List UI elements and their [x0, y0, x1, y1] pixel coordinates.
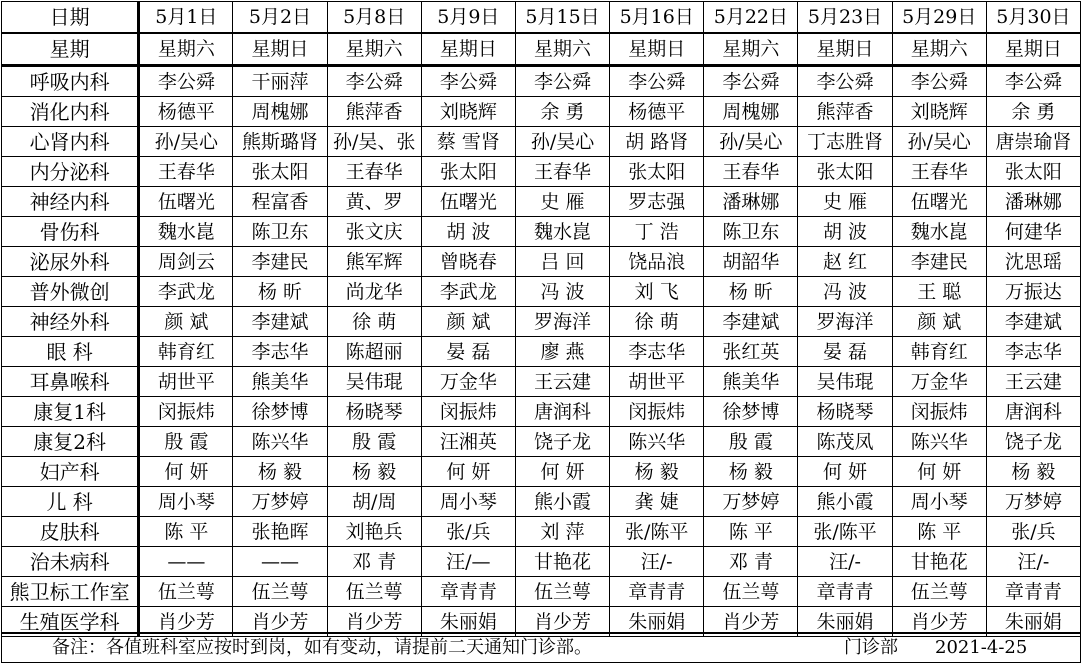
doctor-cell: 吴伟琨 [798, 367, 892, 397]
doctor-cell: 邓 青 [704, 547, 798, 577]
doctor-cell: 饶子龙 [515, 427, 609, 457]
weekday-cell: 星期日 [610, 33, 704, 66]
department-name: 神经外科 [2, 307, 139, 337]
doctor-cell: 李公舜 [139, 66, 233, 97]
doctor-cell: 陈兴华 [233, 427, 327, 457]
doctor-cell: 汪/- [986, 547, 1080, 577]
doctor-cell: 朱丽娟 [986, 607, 1080, 637]
doctor-cell: 张/兵 [421, 517, 515, 547]
doctor-cell: 李志华 [986, 337, 1080, 367]
doctor-cell: 胡/周 [327, 487, 421, 517]
table-row [2, 337, 1081, 367]
table-row [2, 66, 1081, 97]
doctor-cell: 干丽萍 [233, 66, 327, 97]
doctor-cell: 颜 斌 [139, 307, 233, 337]
doctor-cell: 晏 磊 [798, 337, 892, 367]
doctor-cell: 肖少芳 [327, 607, 421, 637]
doctor-cell: 伍兰萼 [515, 577, 609, 607]
doctor-cell: 陈 平 [704, 517, 798, 547]
weekday-cell: 星期六 [704, 33, 798, 66]
doctor-cell: 杨 昕 [233, 277, 327, 307]
doctor-cell: 何 妍 [139, 457, 233, 487]
date-cell: 5月2日 [233, 2, 327, 34]
doctor-cell: 伍曙光 [139, 187, 233, 217]
doctor-cell: 尚龙华 [327, 277, 421, 307]
doctor-cell: 刘 飞 [610, 277, 704, 307]
doctor-cell: 史 雁 [515, 187, 609, 217]
weekday-cell: 星期日 [798, 33, 892, 66]
doctor-cell: 闵振炜 [610, 397, 704, 427]
table-row [2, 547, 1081, 577]
date-cell: 5月15日 [515, 2, 609, 34]
doctor-cell: 杨 毅 [704, 457, 798, 487]
doctor-cell: 唐润科 [515, 397, 609, 427]
doctor-cell: 陈 平 [892, 517, 986, 547]
doctor-cell: 张/陈平 [798, 517, 892, 547]
doctor-cell: 章青青 [610, 577, 704, 607]
doctor-cell: 李公舜 [515, 66, 609, 97]
doctor-cell: 孙/吴、张 [327, 127, 421, 157]
doctor-cell: 张红英 [704, 337, 798, 367]
weekday-cell: 星期六 [327, 33, 421, 66]
doctor-cell: 杨 昕 [704, 277, 798, 307]
doctor-cell: —— [233, 547, 327, 577]
table-row [2, 97, 1081, 127]
department-name: 康复1科 [2, 397, 139, 427]
weekday-cell: 星期日 [233, 33, 327, 66]
footer-date: 2021-4-25 [935, 637, 1028, 658]
doctor-cell: 朱丽娟 [798, 607, 892, 637]
doctor-cell: 唐崇瑜肾 [986, 127, 1080, 157]
doctor-cell: 徐 萌 [327, 307, 421, 337]
doctor-cell: 李建斌 [704, 307, 798, 337]
doctor-cell: 王云建 [515, 367, 609, 397]
doctor-cell: 熊萍香 [327, 97, 421, 127]
date-cell: 5月1日 [139, 2, 233, 34]
table-row [2, 277, 1081, 307]
doctor-cell: 熊小霞 [515, 487, 609, 517]
doctor-cell: 潘琳娜 [986, 187, 1080, 217]
doctor-cell: 杨德平 [139, 97, 233, 127]
footer-bar [1, 632, 1081, 663]
doctor-cell: 韩育红 [892, 337, 986, 367]
doctor-cell: 冯 波 [798, 277, 892, 307]
doctor-cell: 肖少芳 [892, 607, 986, 637]
department-name: 泌尿外科 [2, 247, 139, 277]
table-row [2, 427, 1081, 457]
table-row [2, 307, 1081, 337]
doctor-cell: 徐 萌 [610, 307, 704, 337]
doctor-cell: 李武龙 [421, 277, 515, 307]
weekday-cell: 星期日 [421, 33, 515, 66]
doctor-cell: 赵 红 [798, 247, 892, 277]
doctor-cell: 熊军辉 [327, 247, 421, 277]
doctor-cell: 章青青 [421, 577, 515, 607]
doctor-cell: 余 勇 [515, 97, 609, 127]
doctor-cell: 魏水崑 [515, 217, 609, 247]
doctor-cell: 伍曙光 [421, 187, 515, 217]
doctor-cell: 徐梦博 [704, 397, 798, 427]
weekday-cell: 星期六 [892, 33, 986, 66]
doctor-cell: 杨 毅 [610, 457, 704, 487]
doctor-cell: 魏水崑 [139, 217, 233, 247]
doctor-cell: 周小琴 [892, 487, 986, 517]
duty-roster-table [1, 1, 1081, 637]
table-row [2, 187, 1081, 217]
department-name: 眼 科 [2, 337, 139, 367]
doctor-cell: 肖少芳 [704, 607, 798, 637]
doctor-cell: 闵振炜 [421, 397, 515, 427]
doctor-cell: 罗海洋 [515, 307, 609, 337]
department-name: 康复2科 [2, 427, 139, 457]
doctor-cell: 杨晓琴 [327, 397, 421, 427]
doctor-cell: 杨 毅 [986, 457, 1080, 487]
doctor-cell: 肖少芳 [515, 607, 609, 637]
doctor-cell: 殷 霞 [327, 427, 421, 457]
table-row [2, 217, 1081, 247]
doctor-cell: 杨德平 [610, 97, 704, 127]
doctor-cell: 程富香 [233, 187, 327, 217]
doctor-cell: 罗海洋 [798, 307, 892, 337]
doctor-cell: 章青青 [986, 577, 1080, 607]
doctor-cell: 周小琴 [139, 487, 233, 517]
doctor-cell: 孙/吴心 [515, 127, 609, 157]
doctor-cell: 李公舜 [798, 66, 892, 97]
doctor-cell: 陈兴华 [892, 427, 986, 457]
doctor-cell: 史 雁 [798, 187, 892, 217]
doctor-cell: 龚 婕 [610, 487, 704, 517]
doctor-cell: 汪/- [798, 547, 892, 577]
doctor-cell: 刘晓辉 [892, 97, 986, 127]
doctor-cell: 肖少芳 [233, 607, 327, 637]
doctor-cell: 魏水崑 [892, 217, 986, 247]
department-name: 神经内科 [2, 187, 139, 217]
table-row [2, 457, 1081, 487]
doctor-cell: 万振达 [986, 277, 1080, 307]
date-cell: 5月9日 [421, 2, 515, 34]
doctor-cell: 陈 平 [139, 517, 233, 547]
department-name: 消化内科 [2, 97, 139, 127]
doctor-cell: 陈卫东 [704, 217, 798, 247]
doctor-cell: —— [139, 547, 233, 577]
doctor-cell: 周剑云 [139, 247, 233, 277]
doctor-cell: 李公舜 [986, 66, 1080, 97]
header-date-row [2, 2, 1081, 34]
doctor-cell: 杨 毅 [233, 457, 327, 487]
doctor-cell: 曾晓春 [421, 247, 515, 277]
doctor-cell: 殷 霞 [704, 427, 798, 457]
doctor-cell: 陈茂凤 [798, 427, 892, 457]
doctor-cell: 张太阳 [233, 157, 327, 187]
doctor-cell: 张/陈平 [610, 517, 704, 547]
date-cell: 5月8日 [327, 2, 421, 34]
department-name: 呼吸内科 [2, 66, 139, 97]
doctor-cell: 韩育红 [139, 337, 233, 367]
table-row [2, 247, 1081, 277]
doctor-cell: 颜 斌 [421, 307, 515, 337]
table-row [2, 397, 1081, 427]
doctor-cell: 沈思瑶 [986, 247, 1080, 277]
doctor-cell: 万梦婷 [233, 487, 327, 517]
doctor-cell: 刘晓辉 [421, 97, 515, 127]
doctor-cell: 陈卫东 [233, 217, 327, 247]
doctor-cell: 李建斌 [986, 307, 1080, 337]
doctor-cell: 饶品浪 [610, 247, 704, 277]
doctor-cell: 张/兵 [986, 517, 1080, 547]
doctor-cell: 伍兰萼 [139, 577, 233, 607]
doctor-cell: 章青青 [798, 577, 892, 607]
doctor-cell: 伍曙光 [892, 187, 986, 217]
doctor-cell: 王春华 [139, 157, 233, 187]
doctor-cell: 胡世平 [139, 367, 233, 397]
table-row [2, 157, 1081, 187]
doctor-cell: 罗志强 [610, 187, 704, 217]
doctor-cell: 胡 波 [421, 217, 515, 247]
table-row [2, 367, 1081, 397]
weekday-cell: 星期六 [139, 33, 233, 66]
doctor-cell: 伍兰萼 [704, 577, 798, 607]
doctor-cell: 汪/- [610, 547, 704, 577]
doctor-cell: 李公舜 [610, 66, 704, 97]
doctor-cell: 胡世平 [610, 367, 704, 397]
table-row [2, 577, 1081, 607]
doctor-cell: 伍兰萼 [233, 577, 327, 607]
doctor-cell: 何 妍 [892, 457, 986, 487]
doctor-cell: 肖少芳 [139, 607, 233, 637]
doctor-cell: 余 勇 [986, 97, 1080, 127]
doctor-cell: 邓 青 [327, 547, 421, 577]
doctor-cell: 杨 毅 [327, 457, 421, 487]
doctor-cell: 何建华 [986, 217, 1080, 247]
doctor-cell: 胡 波 [798, 217, 892, 247]
doctor-cell: 丁志胜肾 [798, 127, 892, 157]
doctor-cell: 刘 萍 [515, 517, 609, 547]
doctor-cell: 何 妍 [798, 457, 892, 487]
date-cell: 5月29日 [892, 2, 986, 34]
doctor-cell: 吕 回 [515, 247, 609, 277]
doctor-cell: 周槐娜 [233, 97, 327, 127]
footer-note: 备注：各值班科室应按时到岗，如有变动，请提前二天通知门诊部。 [52, 637, 592, 658]
doctor-cell: 李武龙 [139, 277, 233, 307]
doctor-cell: 黄、罗 [327, 187, 421, 217]
weekday-cell: 星期六 [515, 33, 609, 66]
doctor-cell: 周槐娜 [704, 97, 798, 127]
department-name: 熊卫标工作室 [2, 577, 139, 607]
doctor-cell: 王云建 [986, 367, 1080, 397]
doctor-cell: 胡韶华 [704, 247, 798, 277]
date-cell: 5月22日 [704, 2, 798, 34]
doctor-cell: 李志华 [610, 337, 704, 367]
doctor-cell: 蔡 雪肾 [421, 127, 515, 157]
doctor-cell: 张太阳 [610, 157, 704, 187]
doctor-cell: 李公舜 [327, 66, 421, 97]
department-name: 妇产科 [2, 457, 139, 487]
doctor-cell: 汪/— [421, 547, 515, 577]
doctor-cell: 陈超丽 [327, 337, 421, 367]
doctor-cell: 冯 波 [515, 277, 609, 307]
doctor-cell: 熊萍香 [798, 97, 892, 127]
doctor-cell: 唐润科 [986, 397, 1080, 427]
doctor-cell: 甘艳花 [515, 547, 609, 577]
doctor-cell: 杨晓琴 [798, 397, 892, 427]
doctor-cell: 王春华 [892, 157, 986, 187]
date-cell: 5月30日 [986, 2, 1080, 34]
doctor-cell: 万梦婷 [986, 487, 1080, 517]
department-name: 普外微创 [2, 277, 139, 307]
doctor-cell: 王春华 [515, 157, 609, 187]
doctor-cell: 张艳晖 [233, 517, 327, 547]
doctor-cell: 孙/吴心 [704, 127, 798, 157]
footer-signature: 门诊部 [844, 637, 898, 658]
doctor-cell: 丁 浩 [610, 217, 704, 247]
doctor-cell: 熊斯璐肾 [233, 127, 327, 157]
doctor-cell: 李建民 [233, 247, 327, 277]
date-cell: 5月16日 [610, 2, 704, 34]
doctor-cell: 李公舜 [421, 66, 515, 97]
doctor-cell: 晏 磊 [421, 337, 515, 367]
doctor-cell: 张太阳 [798, 157, 892, 187]
date-label: 日期 [2, 2, 139, 34]
doctor-cell: 李公舜 [892, 66, 986, 97]
doctor-cell: 王 聪 [892, 277, 986, 307]
department-name: 内分泌科 [2, 157, 139, 187]
doctor-cell: 廖 燕 [515, 337, 609, 367]
doctor-cell: 李建民 [892, 247, 986, 277]
doctor-cell: 李公舜 [704, 66, 798, 97]
department-name: 儿 科 [2, 487, 139, 517]
doctor-cell: 孙/吴心 [139, 127, 233, 157]
doctor-cell: 闵振炜 [139, 397, 233, 427]
doctor-cell: 张太阳 [986, 157, 1080, 187]
doctor-cell: 伍兰萼 [327, 577, 421, 607]
doctor-cell: 万梦婷 [704, 487, 798, 517]
doctor-cell: 朱丽娟 [610, 607, 704, 637]
doctor-cell: 潘琳娜 [704, 187, 798, 217]
department-name: 生殖医学科 [2, 607, 139, 637]
doctor-cell: 万金华 [892, 367, 986, 397]
doctor-cell: 伍兰萼 [892, 577, 986, 607]
department-name: 心肾内科 [2, 127, 139, 157]
weekday-label: 星期 [2, 33, 139, 66]
doctor-cell: 闵振炜 [892, 397, 986, 427]
doctor-cell: 徐梦博 [233, 397, 327, 427]
doctor-cell: 熊美华 [704, 367, 798, 397]
doctor-cell: 饶子龙 [986, 427, 1080, 457]
doctor-cell: 孙/吴心 [892, 127, 986, 157]
doctor-cell: 何 妍 [421, 457, 515, 487]
table-row [2, 487, 1081, 517]
table-row [2, 517, 1081, 547]
doctor-cell: 颜 斌 [892, 307, 986, 337]
department-name: 治未病科 [2, 547, 139, 577]
doctor-cell: 万金华 [421, 367, 515, 397]
doctor-cell: 陈兴华 [610, 427, 704, 457]
doctor-cell: 熊美华 [233, 367, 327, 397]
doctor-cell: 周小琴 [421, 487, 515, 517]
doctor-cell: 刘艳兵 [327, 517, 421, 547]
doctor-cell: 汪湘英 [421, 427, 515, 457]
doctor-cell: 何 妍 [515, 457, 609, 487]
date-cell: 5月23日 [798, 2, 892, 34]
weekday-cell: 星期日 [986, 33, 1080, 66]
doctor-cell: 胡 路肾 [610, 127, 704, 157]
department-name: 皮肤科 [2, 517, 139, 547]
doctor-cell: 吴伟琨 [327, 367, 421, 397]
doctor-cell: 殷 霞 [139, 427, 233, 457]
doctor-cell: 张太阳 [421, 157, 515, 187]
doctor-cell: 朱丽娟 [421, 607, 515, 637]
header-weekday-row [2, 33, 1081, 66]
doctor-cell: 李志华 [233, 337, 327, 367]
doctor-cell: 甘艳花 [892, 547, 986, 577]
doctor-cell: 王春华 [327, 157, 421, 187]
department-name: 骨伤科 [2, 217, 139, 247]
department-name: 耳鼻喉科 [2, 367, 139, 397]
table-row [2, 127, 1081, 157]
doctor-cell: 李建斌 [233, 307, 327, 337]
doctor-cell: 张文庆 [327, 217, 421, 247]
doctor-cell: 王春华 [704, 157, 798, 187]
doctor-cell: 熊小霞 [798, 487, 892, 517]
